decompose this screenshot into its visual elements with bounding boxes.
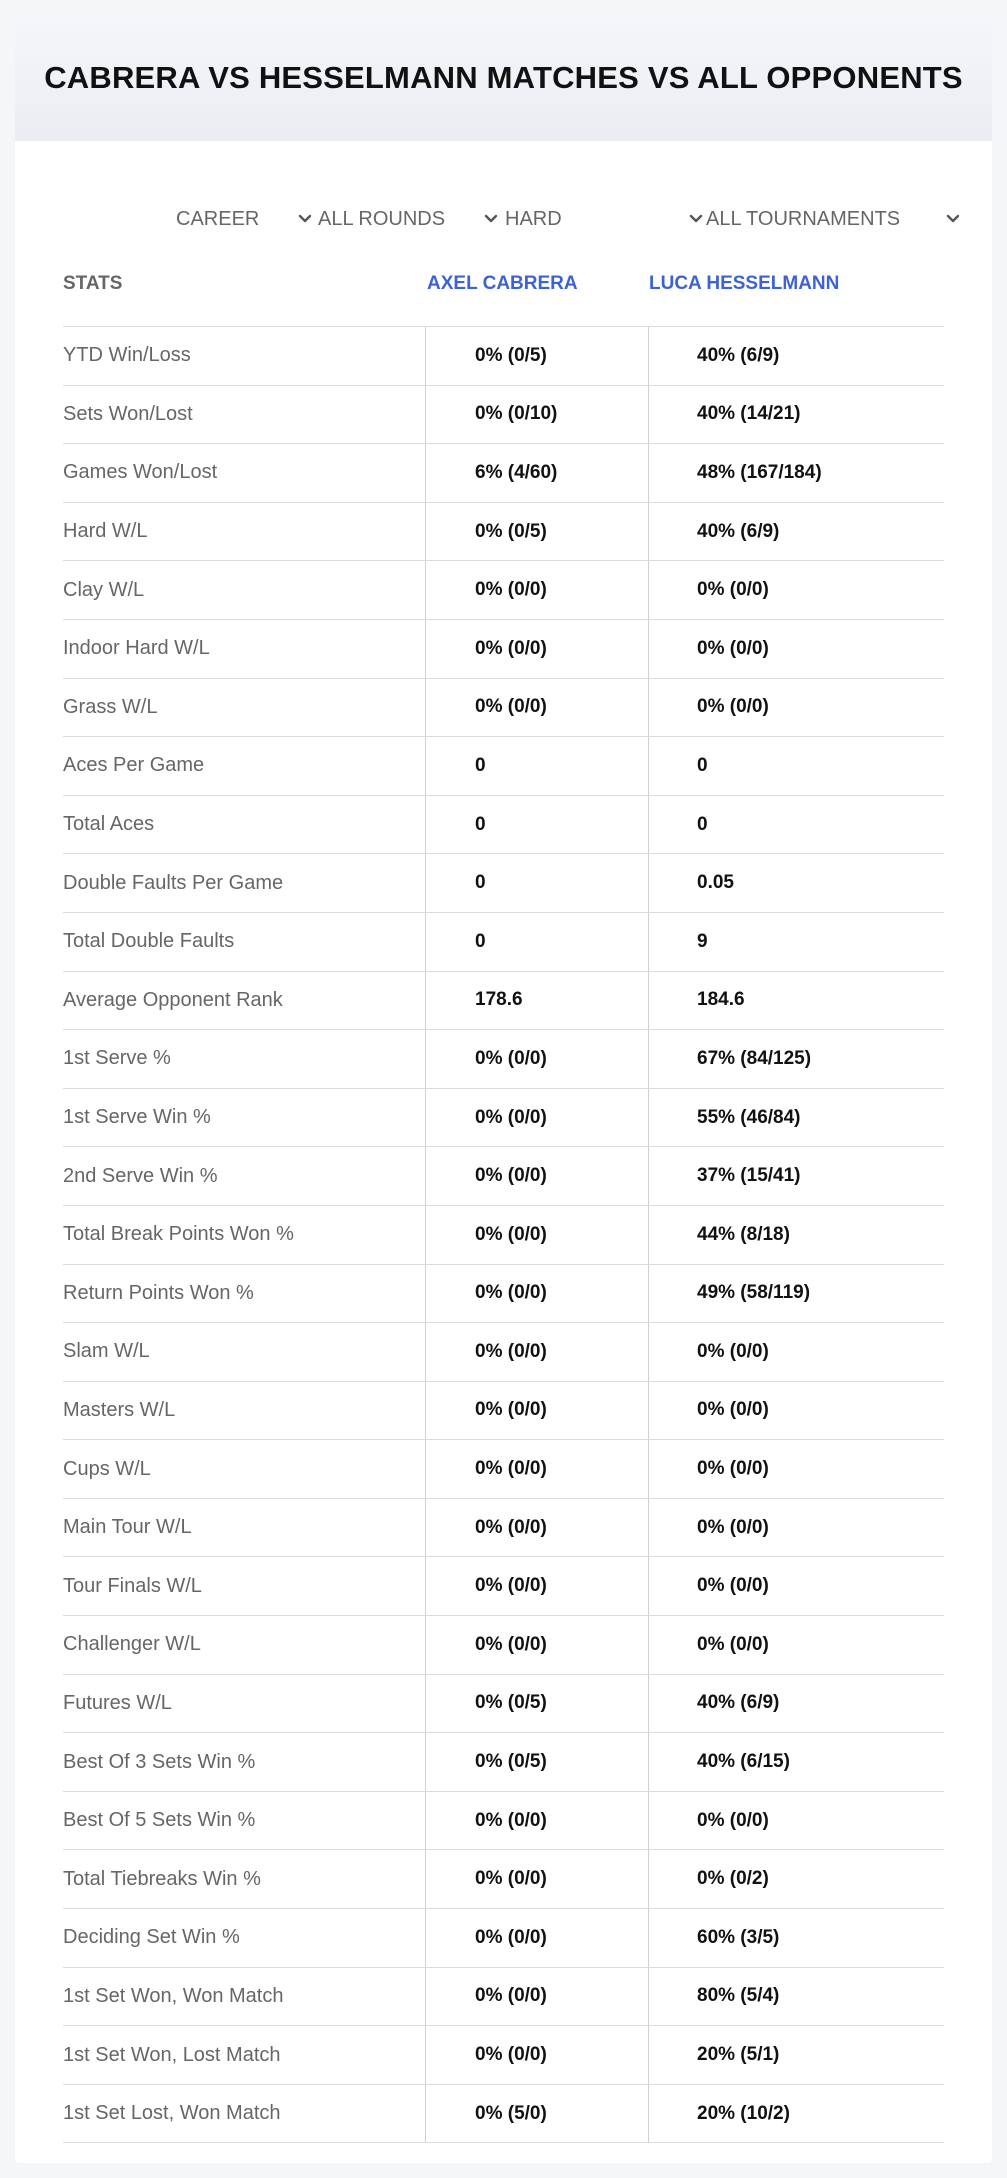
player2-value: 0% (0/0)	[648, 1792, 944, 1850]
table-row	[63, 972, 944, 1031]
table-row	[63, 796, 944, 855]
chevron-down-icon	[484, 212, 498, 226]
player2-value: 60% (3/5)	[648, 1909, 944, 1967]
table-row	[63, 1440, 944, 1499]
period-select-value: CAREER	[176, 207, 260, 230]
stat-label: Cups W/L	[63, 1457, 151, 1480]
round-select[interactable]	[318, 189, 498, 249]
player1-value: 0% (0/0)	[425, 1909, 648, 1967]
player1-value: 0% (0/0)	[425, 679, 648, 737]
table-row	[63, 854, 944, 913]
player1-value: 0% (0/0)	[425, 1089, 648, 1147]
stat-label: Total Tiebreaks Win %	[63, 1867, 261, 1890]
stat-label: Indoor Hard W/L	[63, 637, 210, 660]
player2-value: 184.6	[648, 972, 944, 1030]
player2-value: 80% (5/4)	[648, 1968, 944, 2026]
stat-label: Tour Finals W/L	[63, 1574, 202, 1597]
card-header	[15, 15, 992, 141]
player1-value: 0% (0/0)	[425, 1968, 648, 2026]
stat-label: Best Of 5 Sets Win %	[63, 1809, 256, 1832]
stat-label: Challenger W/L	[63, 1633, 201, 1656]
surface-select-value: HARD	[505, 207, 562, 230]
player1-value: 0	[425, 913, 648, 971]
player1-value: 0% (0/0)	[425, 1792, 648, 1850]
stat-label: Games Won/Lost	[63, 461, 218, 484]
player2-value: 0% (0/0)	[648, 561, 944, 619]
stat-label: 1st Serve Win %	[63, 1106, 211, 1129]
player2-value: 0% (0/0)	[648, 1499, 944, 1557]
table-row	[63, 1030, 944, 1089]
player1-value: 0	[425, 737, 648, 795]
stat-label: Aces Per Game	[63, 754, 205, 777]
stat-label: Futures W/L	[63, 1691, 172, 1714]
player1-value: 0	[425, 854, 648, 912]
player1-value: 0% (0/10)	[425, 386, 648, 444]
page-title: CABRERA VS HESSELMANN MATCHES VS ALL OPPONENTS	[44, 60, 963, 95]
table-row	[63, 1089, 944, 1148]
player2-value: 48% (167/184)	[648, 444, 944, 502]
player2-value: 44% (8/18)	[648, 1206, 944, 1264]
player2-value: 0% (0/2)	[648, 1850, 944, 1908]
stat-label: Sets Won/Lost	[63, 402, 193, 425]
round-select-value: ALL ROUNDS	[318, 207, 446, 230]
table-row	[63, 1557, 944, 1616]
player1-value: 6% (4/60)	[425, 444, 648, 502]
tournament-select-value: ALL TOURNAMENTS	[706, 207, 901, 230]
table-row	[63, 1323, 944, 1382]
stat-label: 1st Set Won, Lost Match	[63, 2043, 281, 2066]
table-row	[63, 1265, 944, 1324]
table-header	[63, 251, 944, 327]
player1-value: 0% (5/0)	[425, 2085, 648, 2143]
player1-value: 0% (0/5)	[425, 327, 648, 385]
column-header-stats: STATS	[63, 273, 123, 294]
stat-label: Total Break Points Won %	[63, 1223, 294, 1246]
stat-label: Double Faults Per Game	[63, 871, 284, 894]
player2-value: 20% (5/1)	[648, 2026, 944, 2084]
player1-value: 0% (0/0)	[425, 1557, 648, 1615]
table-row	[63, 679, 944, 738]
player1-value: 0% (0/0)	[425, 1440, 648, 1498]
stat-label: Clay W/L	[63, 578, 145, 601]
period-select[interactable]	[176, 189, 312, 249]
chevron-down-icon	[298, 212, 312, 226]
player2-value: 0% (0/0)	[648, 1616, 944, 1674]
stat-label: Main Tour W/L	[63, 1516, 192, 1539]
player1-value: 178.6	[425, 972, 648, 1030]
player2-value: 0	[648, 737, 944, 795]
stat-label: Deciding Set Win %	[63, 1926, 240, 1949]
player2-value: 20% (10/2)	[648, 2085, 944, 2143]
player1-value: 0% (0/0)	[425, 1323, 648, 1381]
table-row	[63, 1382, 944, 1441]
table-row	[63, 1733, 944, 1792]
stat-label: Return Points Won %	[63, 1281, 254, 1304]
stat-label: 2nd Serve Win %	[63, 1164, 218, 1187]
player1-value: 0% (0/0)	[425, 2026, 648, 2084]
player1-value: 0% (0/0)	[425, 1030, 648, 1088]
table-row	[63, 913, 944, 972]
table-row	[63, 1206, 944, 1265]
stat-label: Total Double Faults	[63, 930, 235, 953]
player1-value: 0% (0/0)	[425, 1616, 648, 1674]
table-row	[63, 1499, 944, 1558]
player2-value: 49% (58/119)	[648, 1265, 944, 1323]
stats-card	[15, 15, 992, 2163]
player2-value: 40% (6/9)	[648, 503, 944, 561]
player1-value: 0% (0/0)	[425, 1265, 648, 1323]
table-row	[63, 1850, 944, 1909]
stat-label: Hard W/L	[63, 520, 148, 543]
table-row	[63, 737, 944, 796]
player1-value: 0% (0/0)	[425, 561, 648, 619]
stat-label: Slam W/L	[63, 1340, 150, 1363]
player1-value: 0	[425, 796, 648, 854]
player1-value: 0% (0/5)	[425, 1733, 648, 1791]
table-row	[63, 1792, 944, 1851]
stat-label: 1st Serve %	[63, 1047, 171, 1070]
player1-value: 0% (0/5)	[425, 503, 648, 561]
player2-value: 0.05	[648, 854, 944, 912]
table-row	[63, 327, 944, 386]
player2-value: 0% (0/0)	[648, 1382, 944, 1440]
player2-value: 55% (46/84)	[648, 1089, 944, 1147]
stat-label: Masters W/L	[63, 1398, 176, 1421]
filter-bar	[15, 189, 992, 249]
player1-value: 0% (0/0)	[425, 1499, 648, 1557]
player1-value: 0% (0/5)	[425, 1675, 648, 1733]
player1-value: 0% (0/0)	[425, 1206, 648, 1264]
table-row	[63, 1909, 944, 1968]
stats-table	[63, 251, 944, 2143]
tournament-select[interactable]	[706, 189, 960, 249]
stat-label: 1st Set Lost, Won Match	[63, 2102, 281, 2125]
table-row	[63, 1147, 944, 1206]
stat-label: Total Aces	[63, 813, 155, 836]
player1-value: 0% (0/0)	[425, 1147, 648, 1205]
table-row	[63, 2085, 944, 2144]
player2-value: 40% (6/9)	[648, 327, 944, 385]
player1-link[interactable]: AXEL CABRERA	[427, 273, 578, 294]
player2-value: 0	[648, 796, 944, 854]
stat-label: Average Opponent Rank	[63, 988, 283, 1011]
player2-value: 40% (6/9)	[648, 1675, 944, 1733]
player2-value: 9	[648, 913, 944, 971]
table-row	[63, 1616, 944, 1675]
table-row	[63, 444, 944, 503]
table-row	[63, 561, 944, 620]
player2-value: 0% (0/0)	[648, 1323, 944, 1381]
player2-value: 0% (0/0)	[648, 620, 944, 678]
player2-value: 0% (0/0)	[648, 1557, 944, 1615]
table-row	[63, 2026, 944, 2085]
player1-value: 0% (0/0)	[425, 1382, 648, 1440]
chevron-down-icon	[946, 212, 960, 226]
player2-value: 0% (0/0)	[648, 679, 944, 737]
table-body	[63, 327, 944, 2143]
chevron-down-icon	[689, 212, 703, 226]
player1-value: 0% (0/0)	[425, 1850, 648, 1908]
table-row	[63, 503, 944, 562]
player2-link[interactable]: LUCA HESSELMANN	[649, 273, 840, 294]
player1-value: 0% (0/0)	[425, 620, 648, 678]
player2-value: 67% (84/125)	[648, 1030, 944, 1088]
table-row	[63, 386, 944, 445]
player2-value: 40% (6/15)	[648, 1733, 944, 1791]
stat-label: 1st Set Won, Won Match	[63, 1984, 284, 2007]
table-row	[63, 1968, 944, 2027]
table-row	[63, 1675, 944, 1734]
player2-value: 0% (0/0)	[648, 1440, 944, 1498]
stat-label: Best Of 3 Sets Win %	[63, 1750, 256, 1773]
stat-label: YTD Win/Loss	[63, 344, 191, 367]
player2-value: 37% (15/41)	[648, 1147, 944, 1205]
player2-value: 40% (14/21)	[648, 386, 944, 444]
table-row	[63, 620, 944, 679]
surface-select[interactable]	[505, 189, 703, 249]
stat-label: Grass W/L	[63, 695, 158, 718]
